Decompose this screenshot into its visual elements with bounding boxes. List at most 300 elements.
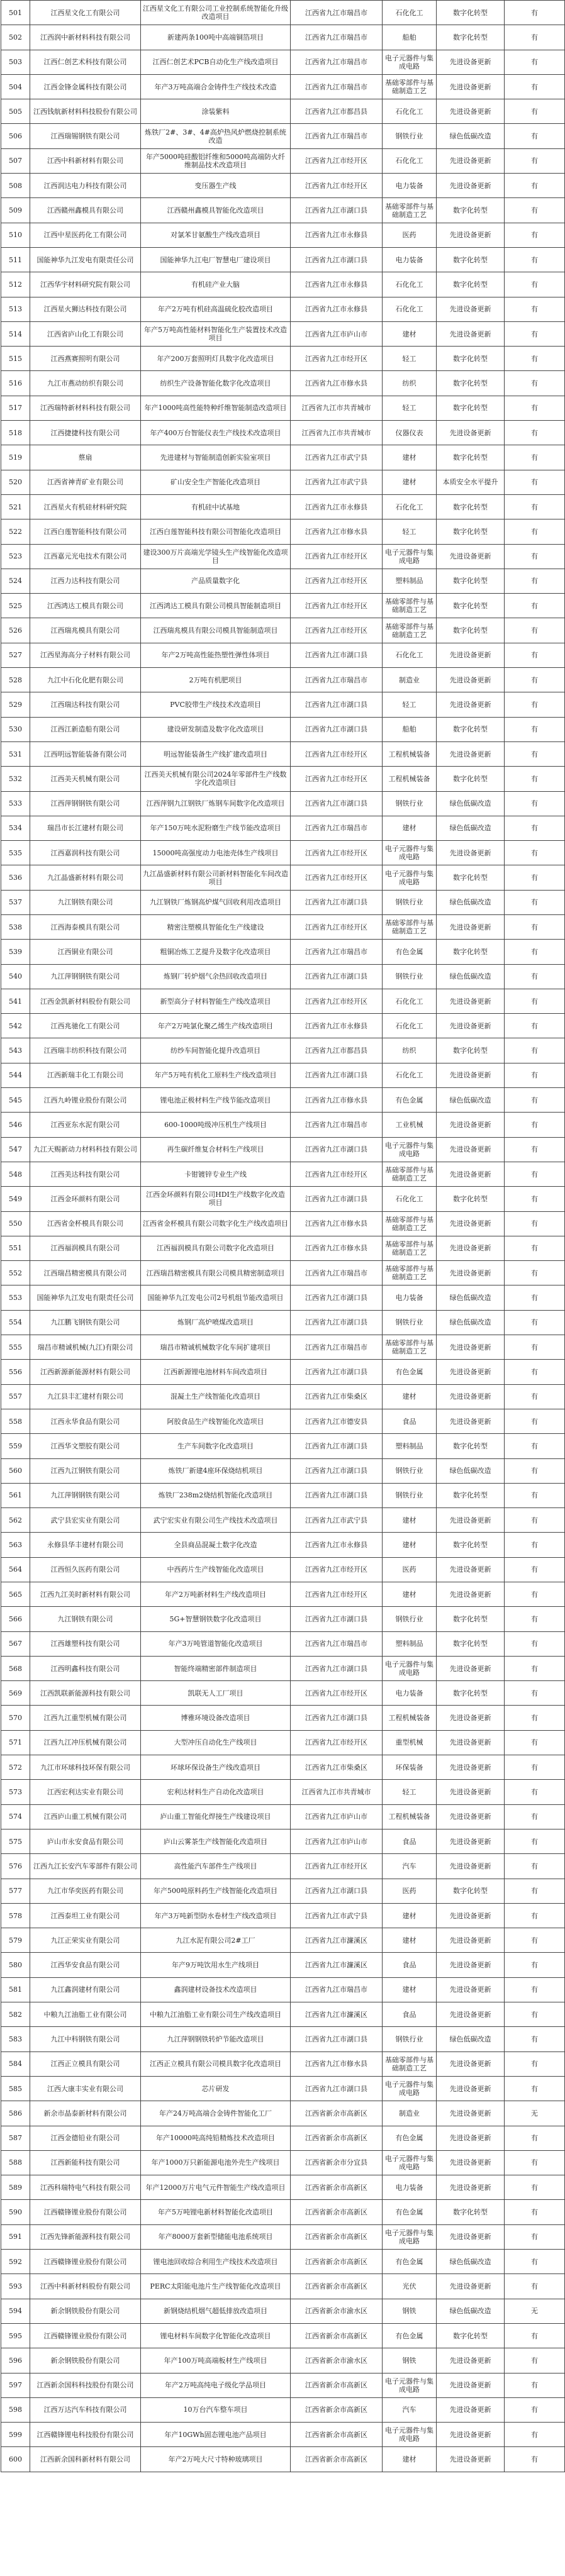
region: 江西省九江市经开区 [291, 865, 383, 890]
project-type: 绿色低碳改造 [437, 124, 505, 148]
company-name: 江西燕赛照明有限公司 [30, 347, 141, 371]
region: 江西省九江市永修县 [291, 1533, 383, 1557]
row-number: 572 [1, 1755, 30, 1780]
region: 江西省九江市武宁县 [291, 1508, 383, 1533]
priority-flag: 有 [505, 1977, 565, 2002]
project-type: 先进设备更新 [437, 2447, 505, 2472]
row-number: 529 [1, 692, 30, 717]
project-name: 有机硅中试基地 [141, 494, 291, 519]
priority-flag: 有 [505, 2076, 565, 2101]
row-number: 541 [1, 989, 30, 1013]
project-name: 庐山云雾茶生产线智能化改造项目 [141, 1829, 291, 1853]
industry: 食品 [383, 1953, 437, 1977]
project-name: 卡钳镀锌专业生产线 [141, 1162, 291, 1186]
table-row [1, 2051, 565, 2076]
company-name: 九江钢铁有限公司 [30, 1607, 141, 1631]
project-name: 阿胶食品生产线智能化改造项目 [141, 1409, 291, 1433]
project-type: 数字化转型 [437, 940, 505, 964]
project-name: 高性能汽车部件生产线项目 [141, 1854, 291, 1879]
project-name: 芯片研发 [141, 2076, 291, 2101]
row-number: 575 [1, 1829, 30, 1853]
table-row [1, 717, 565, 741]
company-name: 江西福润模具有限公司 [30, 1236, 141, 1260]
row-number: 527 [1, 643, 30, 667]
industry: 石化化工 [383, 1063, 437, 1087]
priority-flag: 有 [505, 940, 565, 964]
project-name: 年产500吨原料药生产线智能化改造项目 [141, 1879, 291, 1903]
priority-flag: 有 [505, 1508, 565, 1533]
company-name: 江西仁创艺术科技有限公司 [30, 50, 141, 74]
row-number: 531 [1, 741, 30, 766]
project-type: 数字化转型 [437, 1187, 505, 1211]
project-name: 九江萍钢钢铁转炉节能改造项目 [141, 2027, 291, 2051]
priority-flag: 有 [505, 2027, 565, 2051]
priority-flag: 有 [505, 717, 565, 741]
priority-flag: 有 [505, 643, 565, 667]
table-row [1, 1162, 565, 1186]
project-name: 江西正立模具有限公司模具数字化改造项目 [141, 2051, 291, 2076]
industry: 电力装备 [383, 1681, 437, 1706]
project-type: 先进设备更新 [437, 2175, 505, 2200]
table-row [1, 297, 565, 321]
row-number: 578 [1, 1903, 30, 1928]
project-name: 精密注塑模具智能化生产线建设 [141, 914, 291, 939]
row-number: 588 [1, 2150, 30, 2175]
priority-flag: 有 [505, 544, 565, 569]
project-name: 涂装紫料 [141, 99, 291, 124]
industry: 仪器仪表 [383, 421, 437, 445]
project-type: 数字化转型 [437, 717, 505, 741]
project-type: 数字化转型 [437, 272, 505, 297]
region: 江西省新余市高新区 [291, 2250, 383, 2274]
industry: 电子元器件与集成电路 [383, 2373, 437, 2397]
industry: 纺织 [383, 1038, 437, 1063]
company-name: 江西瑞丰纺织科技有限公司 [30, 1038, 141, 1063]
table-row [1, 569, 565, 593]
region: 江西省九江市共青城市 [291, 421, 383, 445]
company-name: 九江市华奕医药有限公司 [30, 1879, 141, 1903]
row-number: 569 [1, 1681, 30, 1706]
region: 江西省九江市庐山市 [291, 1804, 383, 1829]
row-number: 536 [1, 865, 30, 890]
industry: 基础零部件与基础制造工艺 [383, 1211, 437, 1236]
industry: 钢铁行业 [383, 890, 437, 914]
project-type: 绿色低碳改造 [437, 2299, 505, 2323]
row-number: 577 [1, 1879, 30, 1903]
row-number: 517 [1, 396, 30, 420]
industry: 有色金属 [383, 2323, 437, 2348]
row-number: 543 [1, 1038, 30, 1063]
project-type: 数字化转型 [437, 1483, 505, 1507]
priority-flag: 有 [505, 1879, 565, 1903]
row-number: 553 [1, 1285, 30, 1310]
company-name: 江西润达电力科技有限公司 [30, 174, 141, 198]
company-name: 江西赣州鑫模具有限公司 [30, 198, 141, 223]
table-row [1, 964, 565, 989]
table-row [1, 1483, 565, 1507]
row-number: 571 [1, 1730, 30, 1755]
region: 江西省九江市瑞昌市 [291, 816, 383, 840]
row-number: 526 [1, 618, 30, 643]
row-number: 540 [1, 964, 30, 989]
priority-flag: 有 [505, 2373, 565, 2397]
industry: 建材 [383, 1977, 437, 2002]
project-type: 数字化转型 [437, 1, 505, 25]
company-name: 江西新能科技有限公司 [30, 2150, 141, 2175]
priority-flag: 有 [505, 791, 565, 816]
region: 江西省九江市瑞昌市 [291, 940, 383, 964]
project-name: 江西鸿达工模具有限公司模具智能制造项目 [141, 594, 291, 618]
industry: 电子元器件与集成电路 [383, 2224, 437, 2249]
project-type: 先进设备更新 [437, 2076, 505, 2101]
region: 江西省九江市湖口县 [291, 247, 383, 272]
row-number: 573 [1, 1780, 30, 1804]
project-name: 年产2万吨氯化聚乙烯生产线改造项目 [141, 1014, 291, 1038]
company-name: 江西钱航新材料科技股份有限公司 [30, 99, 141, 124]
industry: 建材 [383, 321, 437, 346]
table-row [1, 1755, 565, 1780]
table-row [1, 1335, 565, 1360]
company-name: 江西明鑫科技有限公司 [30, 1656, 141, 1680]
company-name: 江西省神青矿业有限公司 [30, 470, 141, 494]
company-name: 江西华文塑胶有限公司 [30, 1434, 141, 1458]
table-row [1, 668, 565, 692]
priority-flag: 有 [505, 2002, 565, 2027]
row-number: 599 [1, 2423, 30, 2447]
table-row [1, 321, 565, 346]
table-row [1, 2323, 565, 2348]
project-name: 江西省金杯模具有限公司数字化生产线改造项目 [141, 1211, 291, 1236]
project-name: 年产2万吨新材料生产线改造项目 [141, 1582, 291, 1607]
project-type: 先进设备更新 [437, 1656, 505, 1680]
row-number: 584 [1, 2051, 30, 2076]
priority-flag: 有 [505, 2423, 565, 2447]
project-name: 宏利达材料生产自动化改造项目 [141, 1780, 291, 1804]
row-number: 533 [1, 791, 30, 816]
region: 江西省新余市高新区 [291, 2397, 383, 2422]
project-type: 先进设备更新 [437, 643, 505, 667]
company-name: 新余钢铁股份有限公司 [30, 2299, 141, 2323]
industry: 石化化工 [383, 1014, 437, 1038]
project-name: 江西金环颜料有限公司HDI生产线数字化改造项目 [141, 1187, 291, 1211]
region: 江西省九江市瑞昌市 [291, 668, 383, 692]
company-name: 江西白莲智能科技有限公司 [30, 519, 141, 544]
industry: 基础零部件与基础制造工艺 [383, 1335, 437, 1360]
region: 江西省九江市湖口县 [291, 2027, 383, 2051]
industry: 电子元器件与集成电路 [383, 2076, 437, 2101]
row-number: 513 [1, 297, 30, 321]
industry: 工程机械装备 [383, 1804, 437, 1829]
company-name: 江西永华食品有限公司 [30, 1409, 141, 1433]
priority-flag: 有 [505, 371, 565, 396]
region: 江西省九江市共青城市 [291, 396, 383, 420]
project-name: 年产2万吨高纯电子级化学品项目 [141, 2373, 291, 2397]
priority-flag: 有 [505, 174, 565, 198]
priority-flag: 有 [505, 1706, 565, 1730]
priority-flag: 有 [505, 2051, 565, 2076]
project-type: 先进设备更新 [437, 1730, 505, 1755]
table-row [1, 890, 565, 914]
table-row [1, 1582, 565, 1607]
region: 江西省九江市永修县 [291, 297, 383, 321]
company-name: 江西星火有机硅材料研究院 [30, 494, 141, 519]
table-row [1, 1409, 565, 1433]
industry: 汽车 [383, 1854, 437, 1879]
table-row [1, 940, 565, 964]
priority-flag: 有 [505, 1162, 565, 1186]
table-row [1, 2101, 565, 2126]
industry: 建材 [383, 1903, 437, 1928]
company-name: 瑞昌市精诚机械(九江)有限公司 [30, 1335, 141, 1360]
region: 江西省九江市武宁县 [291, 1903, 383, 1928]
region: 江西省新余市分宜县 [291, 2150, 383, 2175]
project-type: 先进设备更新 [437, 50, 505, 74]
company-name: 江西海泰模具有限公司 [30, 914, 141, 939]
project-name: 全县商品混凝土数字化改造 [141, 1533, 291, 1557]
row-number: 561 [1, 1483, 30, 1507]
industry: 制造业 [383, 2101, 437, 2126]
project-type: 先进设备更新 [437, 1261, 505, 1285]
project-type: 数字化转型 [437, 569, 505, 593]
project-name: 炼钢厂转炉烟气余热回收改造项目 [141, 964, 291, 989]
table-row [1, 2299, 565, 2323]
region: 江西省九江市湖口县 [291, 198, 383, 223]
region: 江西省九江市武宁县 [291, 445, 383, 470]
industry: 工业机械 [383, 1113, 437, 1137]
project-type: 先进设备更新 [437, 1063, 505, 1087]
project-name: 年产24万吨高端合金铸件智能化工厂 [141, 2101, 291, 2126]
project-type: 绿色低碳改造 [437, 2250, 505, 2274]
project-name: 粗铜冶炼工艺提升及数字化改造项目 [141, 940, 291, 964]
company-name: 江西正立模具有限公司 [30, 2051, 141, 2076]
company-name: 九江萍钢钢铁有限公司 [30, 964, 141, 989]
project-type: 先进设备更新 [437, 297, 505, 321]
project-type: 绿色低碳改造 [437, 964, 505, 989]
project-name: 锂电池正极材料生产线节能改造项目 [141, 1088, 291, 1113]
company-name: 江西九江美时新材料有限公司 [30, 1582, 141, 1607]
company-name: 江西瑞昌精密模具有限公司 [30, 1261, 141, 1285]
industry: 石化化工 [383, 989, 437, 1013]
table-row [1, 1187, 565, 1211]
region: 江西省九江市瑞昌市 [291, 74, 383, 99]
company-name: 江西金德铅业有限公司 [30, 2126, 141, 2150]
company-name: 江西江新造船有限公司 [30, 717, 141, 741]
industry: 基础零部件与基础制造工艺 [383, 594, 437, 618]
industry: 基础零部件与基础制造工艺 [383, 914, 437, 939]
row-number: 506 [1, 124, 30, 148]
company-name: 江西雄塑科技有限公司 [30, 1631, 141, 1656]
project-type: 先进设备更新 [437, 2150, 505, 2175]
industry: 钢铁 [383, 2348, 437, 2373]
project-type: 数字化转型 [437, 371, 505, 396]
region: 江西省九江市瑞昌市 [291, 50, 383, 74]
company-name: 江西鸿达工模具有限公司 [30, 594, 141, 618]
table-row [1, 2027, 565, 2051]
industry: 石化化工 [383, 148, 437, 173]
region: 江西省九江市修水县 [291, 371, 383, 396]
priority-flag: 有 [505, 865, 565, 890]
project-type: 数字化转型 [437, 1879, 505, 1903]
industry: 工程机械装备 [383, 767, 437, 791]
project-name: 年产5万吨高性能材料智能化生产装置技术改造项目 [141, 321, 291, 346]
table-row [1, 2175, 565, 2200]
company-name: 江西金环颜料有限公司 [30, 1187, 141, 1211]
priority-flag: 有 [505, 1928, 565, 1953]
company-name: 江西新余国科科技股份有限公司 [30, 2373, 141, 2397]
table-row [1, 1903, 565, 1928]
row-number: 592 [1, 2250, 30, 2274]
priority-flag: 有 [505, 2200, 565, 2224]
project-type: 先进设备更新 [437, 2224, 505, 2249]
region: 江西省九江市庐山市 [291, 1829, 383, 1853]
industry: 钢铁行业 [383, 1458, 437, 1483]
table-row [1, 1088, 565, 1113]
project-name: 炼铁厂238m2烧结机智能化改造项目 [141, 1483, 291, 1507]
project-type: 数字化转型 [437, 396, 505, 420]
priority-flag: 有 [505, 1582, 565, 1607]
industry: 基础零部件与基础制造工艺 [383, 74, 437, 99]
project-name: 年产1000万只新能源电池外壳生产线项目 [141, 2150, 291, 2175]
region: 江西省九江市经开区 [291, 544, 383, 569]
company-name: 江西赣锋锂电科技股份有限公司 [30, 2423, 141, 2447]
table-row [1, 74, 565, 99]
company-name: 庐山市永安食品有限公司 [30, 1829, 141, 1853]
table-row [1, 1360, 565, 1384]
company-name: 瑞昌市长江建材有限公司 [30, 816, 141, 840]
project-name: 年产3万吨管道智能化改造项目 [141, 1631, 291, 1656]
region: 江西省九江市湖口县 [291, 1458, 383, 1483]
region: 江西省九江市经开区 [291, 1557, 383, 1582]
industry: 钢铁行业 [383, 964, 437, 989]
company-name: 江西大康丰实业有限公司 [30, 2076, 141, 2101]
priority-flag: 有 [505, 1236, 565, 1260]
table-row [1, 1384, 565, 1409]
project-name: 江西仁创艺术PCB自动化生产线改造项目 [141, 50, 291, 74]
company-name: 永修县华丰建材有限公司 [30, 1533, 141, 1557]
region: 江西省九江市共青城市 [291, 1780, 383, 1804]
project-type: 先进设备更新 [437, 321, 505, 346]
project-name: 瑞昌市精诚机械数字化车间扩建项目 [141, 1335, 291, 1360]
priority-flag: 有 [505, 50, 565, 74]
table-row [1, 174, 565, 198]
company-name: 江西华宇材料研究院有限公司 [30, 272, 141, 297]
project-type: 先进设备更新 [437, 2373, 505, 2397]
row-number: 559 [1, 1434, 30, 1458]
company-name: 江西中科新材料有限公司 [30, 148, 141, 173]
company-name: 江西庐山重工机械有限公司 [30, 1804, 141, 1829]
table-row [1, 1631, 565, 1656]
row-number: 505 [1, 99, 30, 124]
project-name: 年产5万吨锂电新材料智能化改造项目 [141, 2200, 291, 2224]
industry: 塑料制品 [383, 1434, 437, 1458]
priority-flag: 有 [505, 74, 565, 99]
priority-flag: 有 [505, 816, 565, 840]
priority-flag: 有 [505, 2397, 565, 2422]
row-number: 507 [1, 148, 30, 173]
project-name: 国能神华九江发电公司2号机组节能改造项目 [141, 1285, 291, 1310]
table-row [1, 371, 565, 396]
project-name: 年产10GWh固态锂电池产品项目 [141, 2423, 291, 2447]
industry: 食品 [383, 1409, 437, 1433]
project-type: 绿色低碳改造 [437, 1310, 505, 1335]
table-row [1, 1038, 565, 1063]
company-name: 江西美达科技有限公司 [30, 1162, 141, 1186]
project-type: 数字化转型 [437, 1631, 505, 1656]
company-name: 江西凯联新能源科技有限公司 [30, 1681, 141, 1706]
industry: 轻工 [383, 396, 437, 420]
region: 江西省新余市高新区 [291, 2101, 383, 2126]
row-number: 589 [1, 2175, 30, 2200]
project-type: 先进设备更新 [437, 1113, 505, 1137]
priority-flag: 有 [505, 1557, 565, 1582]
project-type: 先进设备更新 [437, 2423, 505, 2447]
region: 江西省九江市湖口县 [291, 964, 383, 989]
project-type: 数字化转型 [437, 1434, 505, 1458]
region: 江西省九江市湖口县 [291, 1310, 383, 1335]
table-row [1, 1508, 565, 1533]
table-row [1, 791, 565, 816]
industry: 钢铁行业 [383, 1310, 437, 1335]
industry: 轻工 [383, 692, 437, 717]
project-type: 本质安全水平提升 [437, 470, 505, 494]
row-number: 544 [1, 1063, 30, 1087]
table-row [1, 2423, 565, 2447]
priority-flag: 有 [505, 1607, 565, 1631]
region: 江西省九江市修水县 [291, 1088, 383, 1113]
project-type: 先进设备更新 [437, 174, 505, 198]
project-name: 中西药片生产线智能化改造项目 [141, 1557, 291, 1582]
company-name: 九江萍钢钢铁有限公司 [30, 1483, 141, 1507]
table-row [1, 1681, 565, 1706]
industry: 船舶 [383, 717, 437, 741]
table-row [1, 198, 565, 223]
project-type: 数字化转型 [437, 25, 505, 50]
region: 江西省九江市湖口县 [291, 1483, 383, 1507]
row-number: 598 [1, 2397, 30, 2422]
company-name: 江西九江长安汽车零部件有限公司 [30, 1854, 141, 1879]
company-name: 江西嘉元光电技术有限公司 [30, 544, 141, 569]
industry: 基础零部件与基础制造工艺 [383, 1261, 437, 1285]
table-row [1, 2126, 565, 2150]
project-name: 炼铁厂2#、3#、4#高炉热风炉燃烧控制系统改造 [141, 124, 291, 148]
industry: 有色金属 [383, 1360, 437, 1384]
priority-flag: 有 [505, 890, 565, 914]
company-name: 江西先锋新能源科技有限公司 [30, 2224, 141, 2249]
project-name: 锂电池回收综合利用生产线技术改造项目 [141, 2250, 291, 2274]
region: 江西省九江市瑞昌市 [291, 1261, 383, 1285]
project-type: 先进设备更新 [437, 1804, 505, 1829]
project-type: 先进设备更新 [437, 2397, 505, 2422]
project-name: 建设研发制造及数字化改造项目 [141, 717, 291, 741]
industry: 轻工 [383, 1780, 437, 1804]
priority-flag: 有 [505, 1, 565, 25]
industry: 电力装备 [383, 247, 437, 272]
priority-flag: 有 [505, 594, 565, 618]
priority-flag: 有 [505, 2150, 565, 2175]
row-number: 503 [1, 50, 30, 74]
priority-flag: 有 [505, 668, 565, 692]
project-name: 江西新源锂电池材料车间改造项目 [141, 1360, 291, 1384]
industry: 基础零部件与基础制造工艺 [383, 1162, 437, 1186]
project-type: 数字化转型 [437, 1038, 505, 1063]
table-row [1, 841, 565, 865]
company-name: 江西瑞特新材料科技有限公司 [30, 396, 141, 420]
region: 江西省九江市经开区 [291, 767, 383, 791]
project-type: 先进设备更新 [437, 1829, 505, 1853]
project-name: 炼铁厂新建4座环保烧结机项目 [141, 1458, 291, 1483]
row-number: 516 [1, 371, 30, 396]
row-number: 558 [1, 1409, 30, 1433]
